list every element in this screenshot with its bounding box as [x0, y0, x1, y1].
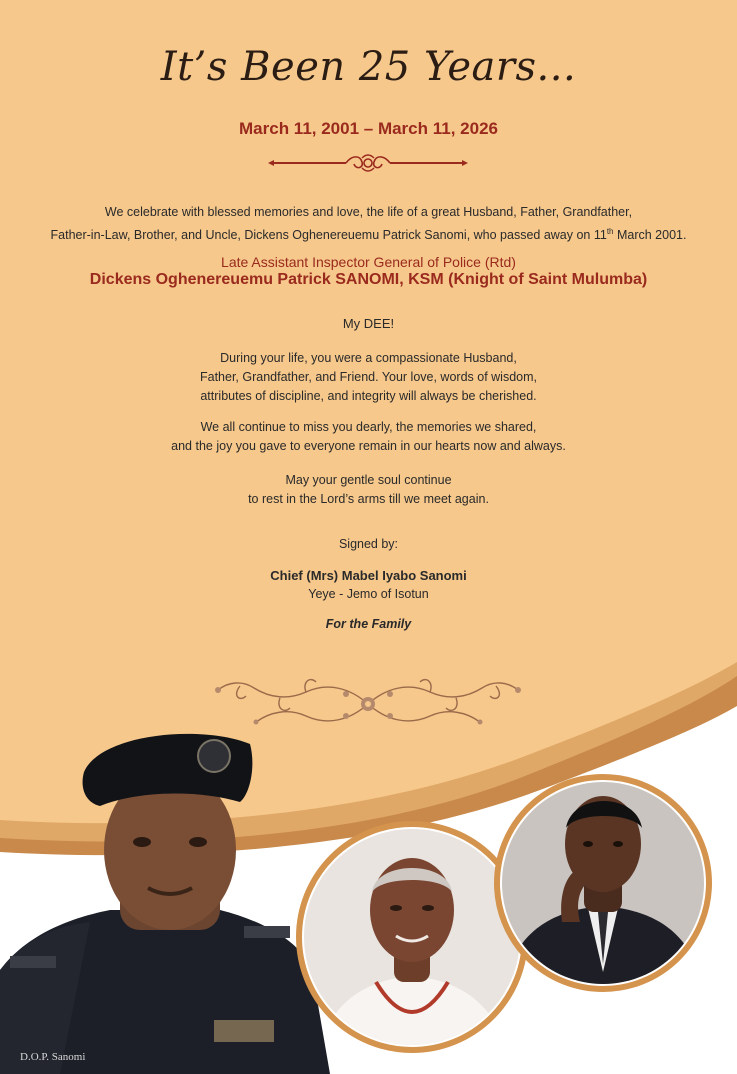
for-the-family: For the Family [325, 617, 412, 631]
intro-line-1: We celebrate with blessed memories and love, the life of a great Husband, Father, Grandfather, [104, 205, 633, 219]
page-title: It’s Been 25 Years... [160, 44, 577, 90]
intro-text [20, 202, 717, 245]
paragraph-3-line-2: to rest in the Lord’s arms till we meet again. [248, 492, 489, 506]
signed-by-label: Signed by: [338, 537, 399, 551]
portrait-uniform [0, 720, 330, 1074]
paragraph-2-line-1: We all continue to miss you dearly, the memories we shared, [200, 420, 537, 434]
message-paragraph-3 [60, 471, 677, 509]
greeting: My DEE! [342, 316, 395, 331]
signer-name: Chief (Mrs) Mabel Iyabo Sanomi [270, 568, 467, 583]
intro-line-2-main: Father-in-Law, Brother, and Uncle, Dickens Oghenereuemu Patrick Sanomi, who passed away on 11 [50, 228, 607, 243]
uniform-caption: D.O.P. Sanomi [20, 1051, 86, 1063]
intro-line-2 [20, 222, 717, 245]
portrait-young [492, 772, 714, 994]
paragraph-1-line-3: attributes of discipline, and integrity will always be cherished. [200, 389, 537, 403]
paragraph-1-line-1: During your life, you were a compassionate Husband, [220, 351, 517, 365]
message-paragraph-1 [60, 349, 677, 406]
ordinal-suffix: th [606, 227, 614, 236]
message-paragraph-2 [60, 418, 677, 456]
date-range: March 11, 2001 – March 11, 2026 [239, 119, 498, 138]
honoree-name: Dickens Oghenereuemu Patrick SANOMI, KSM (Knight of Saint Mulumba) [89, 271, 648, 288]
signer-title: Yeye - Jemo of Isotun [308, 587, 429, 601]
honoree-rank: Late Assistant Inspector General of Police (Rtd) [221, 254, 516, 270]
paragraph-2-line-2: and the joy you gave to everyone remain in our hearts now and always. [171, 439, 566, 453]
paragraph-1-line-2: Father, Grandfather, and Friend. Your love, words of wisdom, [200, 370, 537, 384]
paragraph-3-line-1: May your gentle soul continue [285, 473, 452, 487]
intro-line-2-end: March 2001. [613, 228, 687, 243]
ornamental-divider [268, 152, 468, 174]
